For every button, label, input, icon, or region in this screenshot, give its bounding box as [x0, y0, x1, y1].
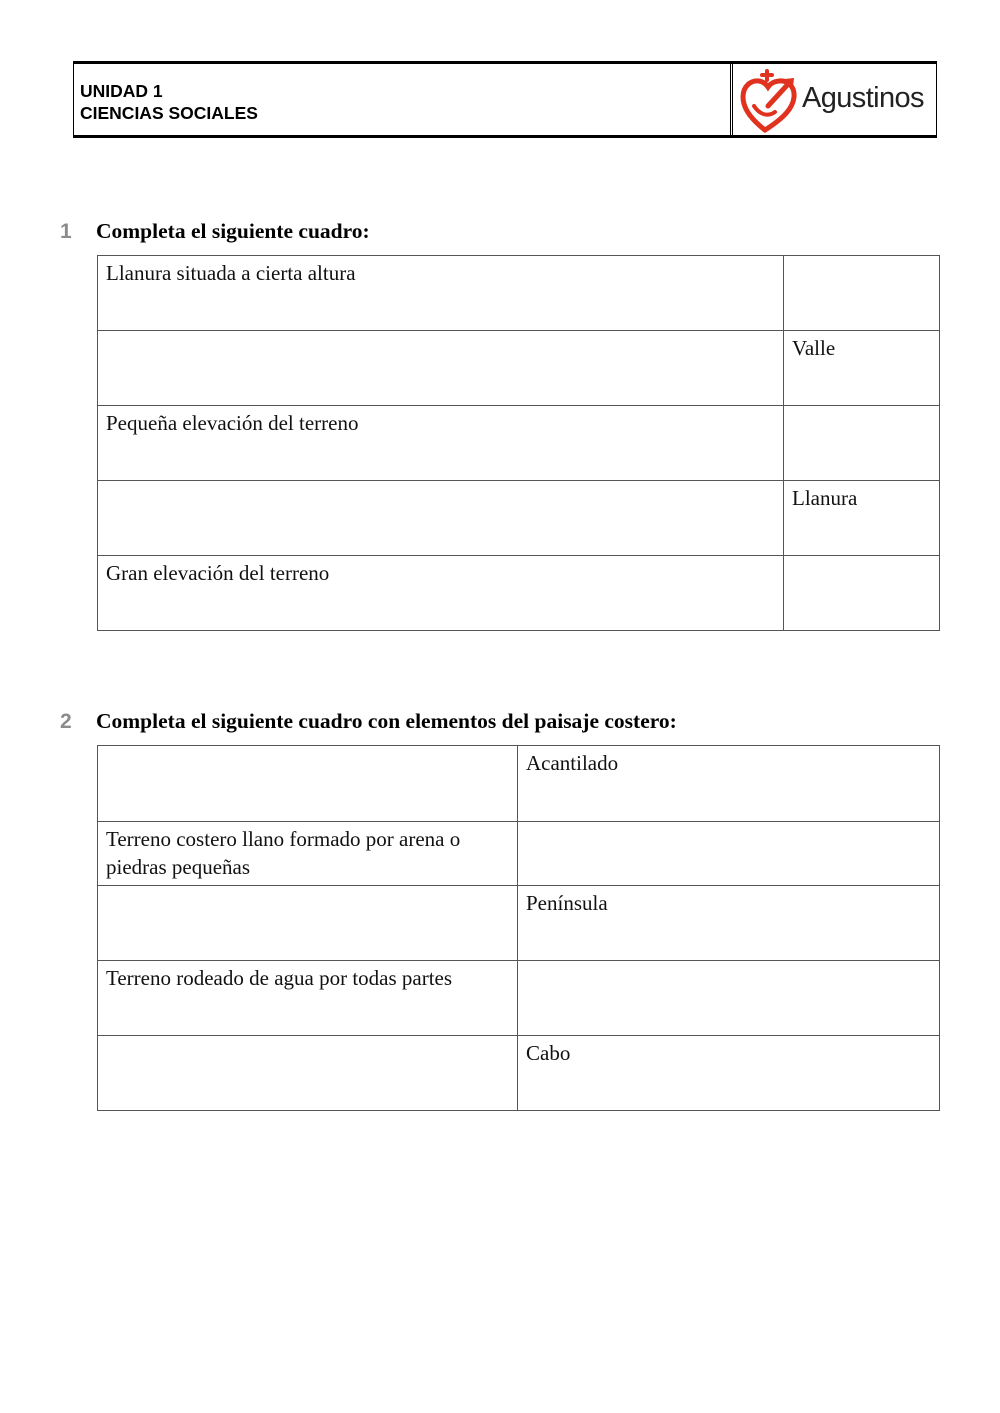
table-row: [98, 1036, 940, 1111]
definition-cell[interactable]: Gran elevación del terreno: [98, 556, 784, 631]
exercise-2-title: Completa el siguiente cuadro con elementos del paisaje costero:: [96, 709, 677, 733]
agustinos-logo: [738, 66, 930, 134]
table-row: [98, 961, 940, 1036]
worksheet-header: [73, 61, 937, 138]
definition-cell[interactable]: [98, 481, 784, 556]
definition-cell[interactable]: [98, 886, 518, 961]
term-cell[interactable]: [518, 961, 940, 1036]
table-row: [98, 556, 940, 631]
term-cell[interactable]: [784, 256, 940, 331]
term-cell[interactable]: Llanura: [784, 481, 940, 556]
logo-text: Agustinos: [802, 82, 924, 114]
term-cell[interactable]: [784, 556, 940, 631]
heart-logo-icon: [738, 66, 802, 134]
definition-cell[interactable]: [98, 746, 518, 822]
exercise-2-number: 2: [60, 710, 72, 733]
table-row: [98, 746, 940, 822]
term-cell[interactable]: [784, 406, 940, 481]
definition-cell[interactable]: Terreno costero llano formado por arena o piedras pequeñas: [98, 822, 518, 886]
header-title: [80, 80, 258, 124]
term-cell[interactable]: [518, 822, 940, 886]
table-row: [98, 331, 940, 406]
table-row: [98, 822, 940, 886]
term-cell[interactable]: Península: [518, 886, 940, 961]
unit-label: UNIDAD 1: [80, 81, 163, 101]
exercise-1-title: Completa el siguiente cuadro:: [96, 219, 370, 243]
term-cell[interactable]: Cabo: [518, 1036, 940, 1111]
term-cell[interactable]: Acantilado: [518, 746, 940, 822]
subject-label: CIENCIAS SOCIALES: [80, 103, 258, 123]
definition-cell[interactable]: Pequeña elevación del terreno: [98, 406, 784, 481]
table-row: [98, 886, 940, 961]
term-cell[interactable]: Valle: [784, 331, 940, 406]
definition-cell[interactable]: [98, 331, 784, 406]
header-divider: [730, 64, 733, 135]
definition-cell[interactable]: Llanura situada a cierta altura: [98, 256, 784, 331]
definition-cell[interactable]: Terreno rodeado de agua por todas partes: [98, 961, 518, 1036]
exercise-1-table: [97, 255, 940, 631]
exercise-1-number: 1: [60, 220, 72, 243]
table-row: [98, 406, 940, 481]
exercise-2-table: [97, 745, 940, 1111]
definition-cell[interactable]: [98, 1036, 518, 1111]
table-row: [98, 256, 940, 331]
table-row: [98, 481, 940, 556]
